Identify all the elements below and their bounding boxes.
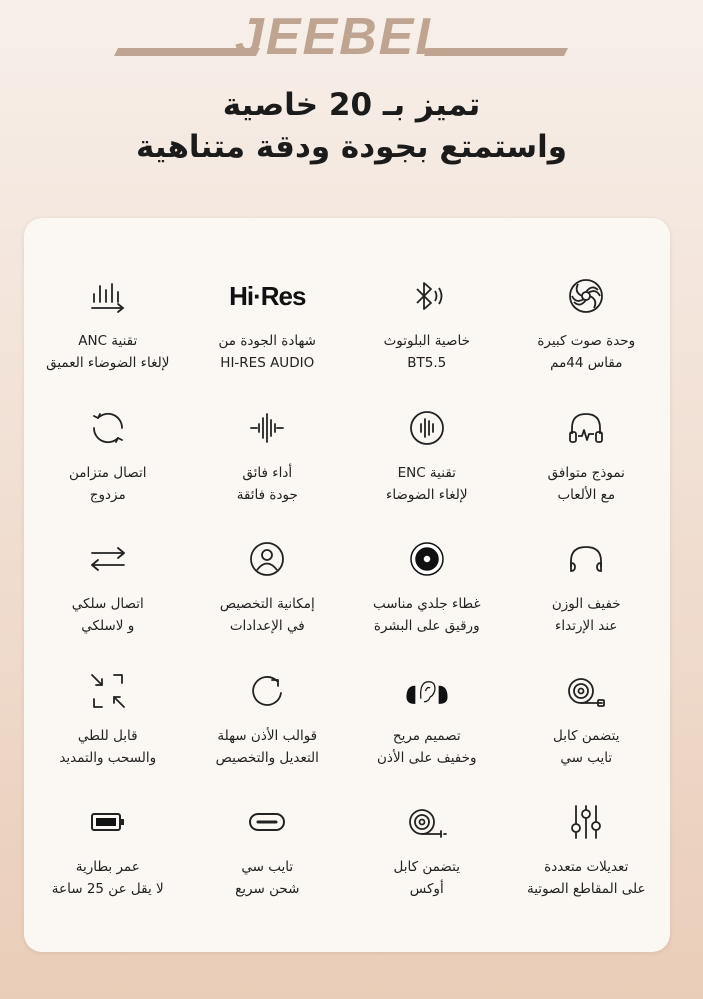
feature-line1: عمر بطارية <box>75 859 140 876</box>
feature-item <box>507 406 667 538</box>
feature-line1: تقنية ENC <box>397 464 456 481</box>
feature-item <box>507 800 667 932</box>
feature-line1: إمكانية التخصيص <box>219 596 315 613</box>
feature-line1: تصميم مريح <box>392 727 461 744</box>
feature-line1: اتصال متزامن <box>69 464 147 481</box>
hi-res-logo-text: Hi·Res <box>229 280 306 311</box>
feature-line2: و لاسلكي <box>81 618 135 635</box>
feature-item <box>347 274 507 406</box>
usb-c-port-icon <box>239 800 295 844</box>
feature-line2: في الإعدادات <box>229 618 305 635</box>
feature-line1: وحدة صوت كبيرة <box>537 333 636 349</box>
sync-icon <box>80 406 136 450</box>
feature-line2: ورقيق على البشرة <box>373 618 480 635</box>
feature-line1: تقنية ANC <box>78 333 138 349</box>
hi-res-icon <box>229 274 306 318</box>
svg-text:JEEBEL: JEEBEL <box>234 12 450 60</box>
feature-line2: تايب سي <box>560 749 613 766</box>
aux-cable-icon <box>399 800 455 844</box>
feature-line2: HI-RES AUDIO <box>220 355 315 371</box>
type-c-cable-icon <box>558 669 614 713</box>
feature-line1: قوالب الأذن سهلة <box>217 727 318 744</box>
feature-line1: خفيف الوزن <box>551 596 621 613</box>
speaker-driver-icon <box>558 274 614 318</box>
feature-item <box>347 537 507 669</box>
user-settings-icon <box>239 537 295 581</box>
feature-line2: على المقاطع الصوتية <box>527 881 646 898</box>
feature-item <box>347 406 507 538</box>
feature-item <box>188 800 348 932</box>
feature-item <box>28 274 188 406</box>
wired-wireless-icon <box>80 537 136 581</box>
features-card <box>24 218 670 952</box>
feature-line1: خاصية البلوتوث <box>383 333 470 349</box>
comfort-ear-icon <box>399 669 455 713</box>
gaming-headset-icon <box>558 406 614 450</box>
feature-item <box>28 800 188 932</box>
feature-line1: أداء فائق <box>242 464 293 481</box>
feature-item <box>347 800 507 932</box>
feature-line2: مع الألعاب <box>557 486 616 503</box>
feature-item <box>28 406 188 538</box>
rotate-icon <box>239 669 295 713</box>
foldable-icon <box>80 669 136 713</box>
feature-line1: غطاء جلدي مناسب <box>372 596 481 613</box>
brand-logo <box>110 12 570 60</box>
feature-item <box>188 406 348 538</box>
headline-line1: تميز بـ 20 خاصية <box>222 87 481 123</box>
headline <box>0 84 703 168</box>
feature-line1: نموذج متوافق <box>547 464 625 481</box>
feature-line2: BT5.5 <box>407 355 447 371</box>
feature-line1: شهادة الجودة من <box>218 333 316 349</box>
headline-line2: واستمتع بجودة ودقة متناهية <box>135 129 568 165</box>
feature-line1: تايب سي <box>241 859 294 876</box>
equalizer-icon <box>558 800 614 844</box>
feature-line2: لإلغاء الضوضاء <box>385 486 468 503</box>
feature-line1: يتضمن كابل <box>553 727 620 744</box>
feature-line2: مزدوج <box>89 486 126 503</box>
feature-item <box>347 669 507 801</box>
bluetooth-icon <box>399 274 455 318</box>
headphones-icon <box>558 537 614 581</box>
ear-cushion-icon <box>399 537 455 581</box>
enc-icon <box>399 406 455 450</box>
anc-icon <box>80 274 136 318</box>
feature-item <box>507 274 667 406</box>
feature-line2: شحن سريع <box>235 881 300 898</box>
feature-line2: عند الإرتداء <box>555 618 618 635</box>
feature-line2: التعديل والتخصيص <box>215 749 319 766</box>
feature-item <box>28 537 188 669</box>
feature-line1: اتصال سلكي <box>71 596 144 613</box>
battery-icon <box>80 800 136 844</box>
feature-line2: لإلغاء الضوضاء العميق <box>46 355 170 371</box>
sound-wave-icon <box>239 406 295 450</box>
feature-line2: جودة فائقة <box>236 486 298 503</box>
feature-item <box>188 274 348 406</box>
feature-line1: يتضمن كابل <box>393 859 460 876</box>
feature-line1: تعديلات متعددة <box>544 859 629 876</box>
feature-item <box>507 669 667 801</box>
feature-item <box>188 537 348 669</box>
feature-line2: مقاس 44مم <box>550 355 623 371</box>
feature-line1: قابل للطي <box>77 727 138 744</box>
feature-line2: وخفيف على الأذن <box>377 749 477 766</box>
feature-item <box>188 669 348 801</box>
feature-item <box>28 669 188 801</box>
feature-line2: لا يقل عن 25 ساعة <box>51 881 164 898</box>
feature-item <box>507 537 667 669</box>
feature-line2: أوكس <box>409 881 444 898</box>
feature-line2: والسحب والتمديد <box>59 749 157 766</box>
